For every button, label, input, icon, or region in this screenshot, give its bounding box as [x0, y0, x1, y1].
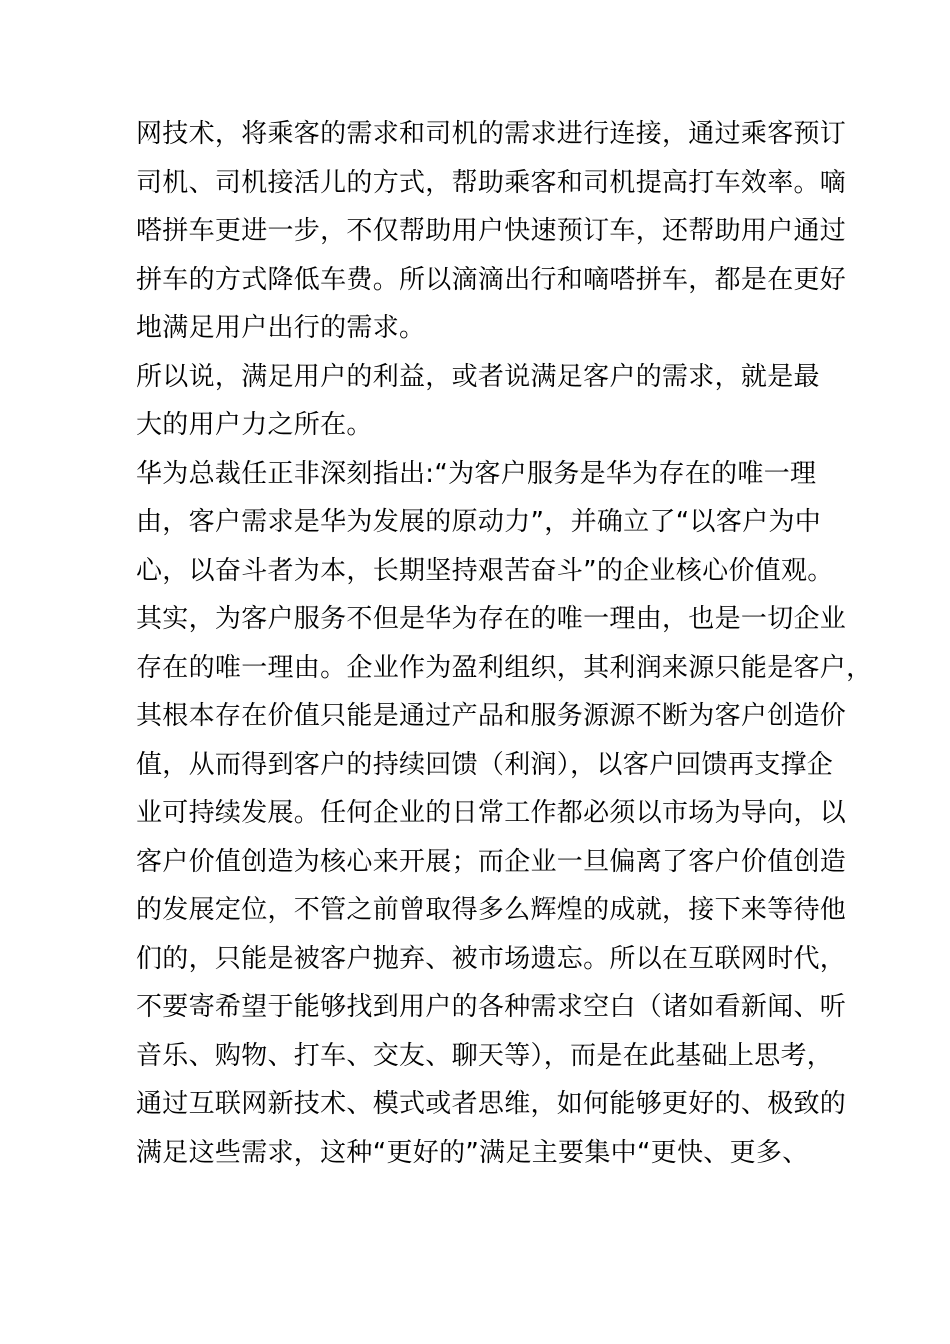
- text-line: 业可持续发展。任何企业的日常工作都必须以市场为导向，以: [136, 798, 847, 828]
- text-line: 大的用户力之所在。: [136, 410, 373, 440]
- text-line: 值，从而得到客户的持续回馈（利润），以客户回馈再支撑企: [136, 749, 834, 780]
- body-text: [136, 110, 873, 1177]
- text-line: 不要寄希望于能够找到用户的各种需求空白（诸如看新闻、听: [136, 992, 847, 1022]
- text-line: 心，以奋斗者为本，长期坚持艰苦奋斗”的企业核心价值观。: [136, 555, 834, 586]
- text-line: 华为总裁任正非深刻指出:“为客户服务是华为存在的唯一理: [136, 458, 817, 489]
- text-line: 其根本存在价值只能是通过产品和服务源源不断为客户创造价: [136, 701, 847, 731]
- text-line: 客户价值创造为核心来开展；而企业一旦偏离了客户价值创造: [136, 846, 847, 877]
- text-line: 的发展定位，不管之前曾取得多么辉煌的成就，接下来等待他: [136, 895, 847, 925]
- text-line: 地满足用户出行的需求。: [136, 313, 426, 343]
- text-line: 网技术，将乘客的需求和司机的需求进行连接，通过乘客预订: [136, 119, 847, 149]
- text-line: 所以说，满足用户的利益，或者说满足客户的需求，就是最: [136, 361, 820, 392]
- text-line: 嗒拼车更进一步，不仅帮助用户快速预订车，还帮助用户通过: [136, 216, 847, 246]
- text-line: 们的，只能是被客户抛弃、被市场遗忘。所以在互联网时代，: [136, 943, 847, 974]
- text-line: 拼车的方式降低车费。所以滴滴出行和嘀嗒拼车，都是在更好: [136, 264, 847, 295]
- text-line: 音乐、购物、打车、交友、聊天等），而是在此基础上思考，: [136, 1040, 834, 1071]
- text-line: 由，客户需求是华为发展的原动力”，并确立了“以客户为中: [136, 507, 822, 537]
- text-line: 其实，为客户服务不但是华为存在的唯一理由，也是一切企业: [136, 604, 847, 634]
- text-line: 通过互联网新技术、模式或者思维，如何能够更好的、极致的: [136, 1089, 847, 1119]
- text-line: 司机、司机接活儿的方式，帮助乘客和司机提高打车效率。嘀: [136, 167, 847, 198]
- text-line: 满足这些需求，这种“更好的”满足主要集中“更快、更多、: [136, 1137, 809, 1168]
- text-line: 存在的唯一理由。企业作为盈利组织，其利润来源只能是客户，: [136, 652, 873, 683]
